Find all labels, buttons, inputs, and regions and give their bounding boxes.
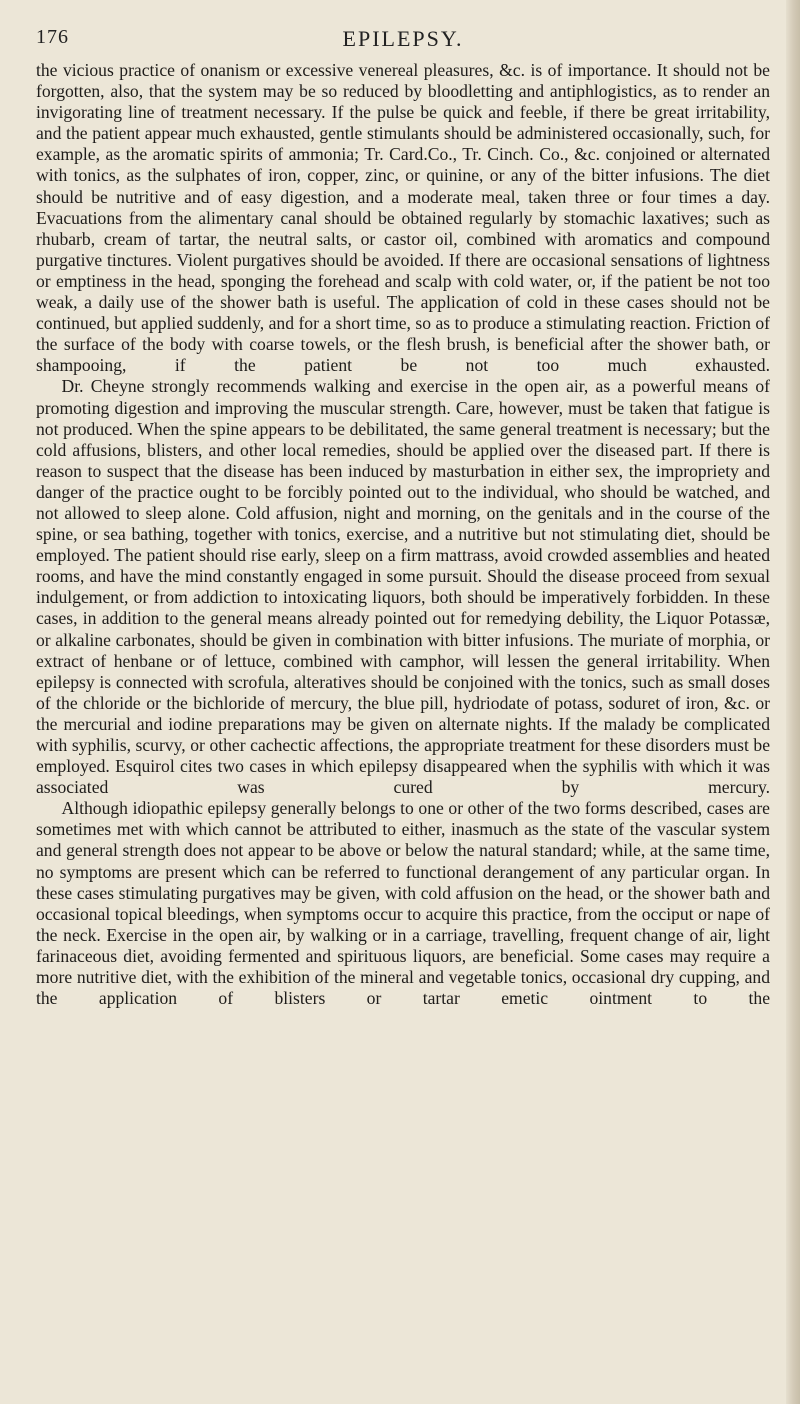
page-number: 176 [36,26,69,48]
paragraph-1: the vicious practice of onanism or excessive venereal pleasures, &c. is of importance. It should not be forgotten, also, that the system may be so reduced by bloodletting and antiphlogistics, as to render an invigorating line of treatment necessary. If the pulse be quick and feeble, if there be great irritability, and the patient appear much exhausted, gentle stimulants should be administered occasionally, such, for example, as the aromatic spirits of ammonia; Tr. Card.Co., Tr. Cinch. Co., &c. conjoined or alternated with tonics, as the sulphates of iron, copper, zinc, or quinine, or any of the bitter infusions. The diet should be nutritive and of easy digestion, and a moderate meal, taken three or four times a day. Evacuations from the alimentary canal should be obtained regularly by stomachic laxatives; such as rhubarb, cream of tartar, the neutral salts, or castor oil, combined with aromatics and compound purgative tinctures. Violent purgatives should be avoided. If there are occasional sensations of lightness or emptiness in the head, sponging the forehead and scalp with cold water, or, if the patient be not too weak, a daily use of the shower bath is useful. The application of cold in these cases should not be continued, but applied suddenly, and for a short time, so as to produce a stimulating reaction. Friction of the surface of the body with coarse towels, or the flesh brush, is beneficial after the shower bath, or shampooing, if the patient be not too much exhausted. [36,60,770,376]
body-text [36,60,770,1009]
paragraph-2: Dr. Cheyne strongly recommends walking and exercise in the open air, as a powerful means of promoting digestion and improving the muscular strength. Care, however, must be taken that fatigue is not produced. When the spine appears to be debilitated, the same general treatment is necessary; but the cold affusions, blisters, and other local remedies, should be applied over the diseased part. If there is reason to suspect that the disease has been induced by masturbation in either sex, the impropriety and danger of the practice ought to be forcibly pointed out to the individual, who should be watched, and not allowed to sleep alone. Cold affusion, night and morning, on the genitals and in the course of the spine, or sea bathing, together with tonics, exercise, and a nutritive but not stimulating diet, should be employed. The patient should rise early, sleep on a firm mattrass, avoid crowded assemblies and heated rooms, and have the mind constantly engaged in some pursuit. Should the disease proceed from sexual indulgement, or from addiction to intoxicating liquors, both should be imperatively forbidden. In these cases, in addition to the general means already pointed out for remedying debility, the Liquor Potassæ, or alkaline carbonates, should be given in combination with bitter infusions. The muriate of morphia, or extract of henbane or of lettuce, combined with camphor, will lessen the general irritability. When epilepsy is connected with scrofula, alteratives should be conjoined with the tonics, such as small doses of the chloride or the bichloride of mercury, the blue pill, hydriodate of potass, soduret of iron, &c. or the mercurial and iodine preparations may be given on alternate nights. If the malady be complicated with syphilis, scurvy, or other cachectic affections, the appropriate treatment for these disorders must be employed. Esquirol cites two cases in which epilepsy disappeared when the syphilis with which it was associated was cured by mercury. [36,376,770,798]
page-edge-shadow [786,0,800,1404]
page-header [36,20,770,54]
paragraph-3: Although idiopathic epilepsy generally belongs to one or other of the two forms described, cases are sometimes met with which cannot be attributed to either, inasmuch as the state of the vascular system and general strength does not appear to be above or below the natural standard; while, at the same time, no symptoms are present which can be referred to functional derangement of any particular organ. In these cases stimulating purgatives may be given, with cold affusion on the head, or the shower bath and occasional topical bleedings, when symptoms occur to acquire this practice, from the occiput or nape of the neck. Exercise in the open air, by walking or in a carriage, travelling, frequent change of air, light farinaceous diet, avoiding fermented and spirituous liquors, are beneficial. Some cases may require a more nutritive diet, with the exhibition of the mineral and vegetable tonics, occasional dry cupping, and the application of blisters or tartar emetic ointment to the [36,798,770,1009]
running-title: EPILEPSY. [342,26,464,51]
